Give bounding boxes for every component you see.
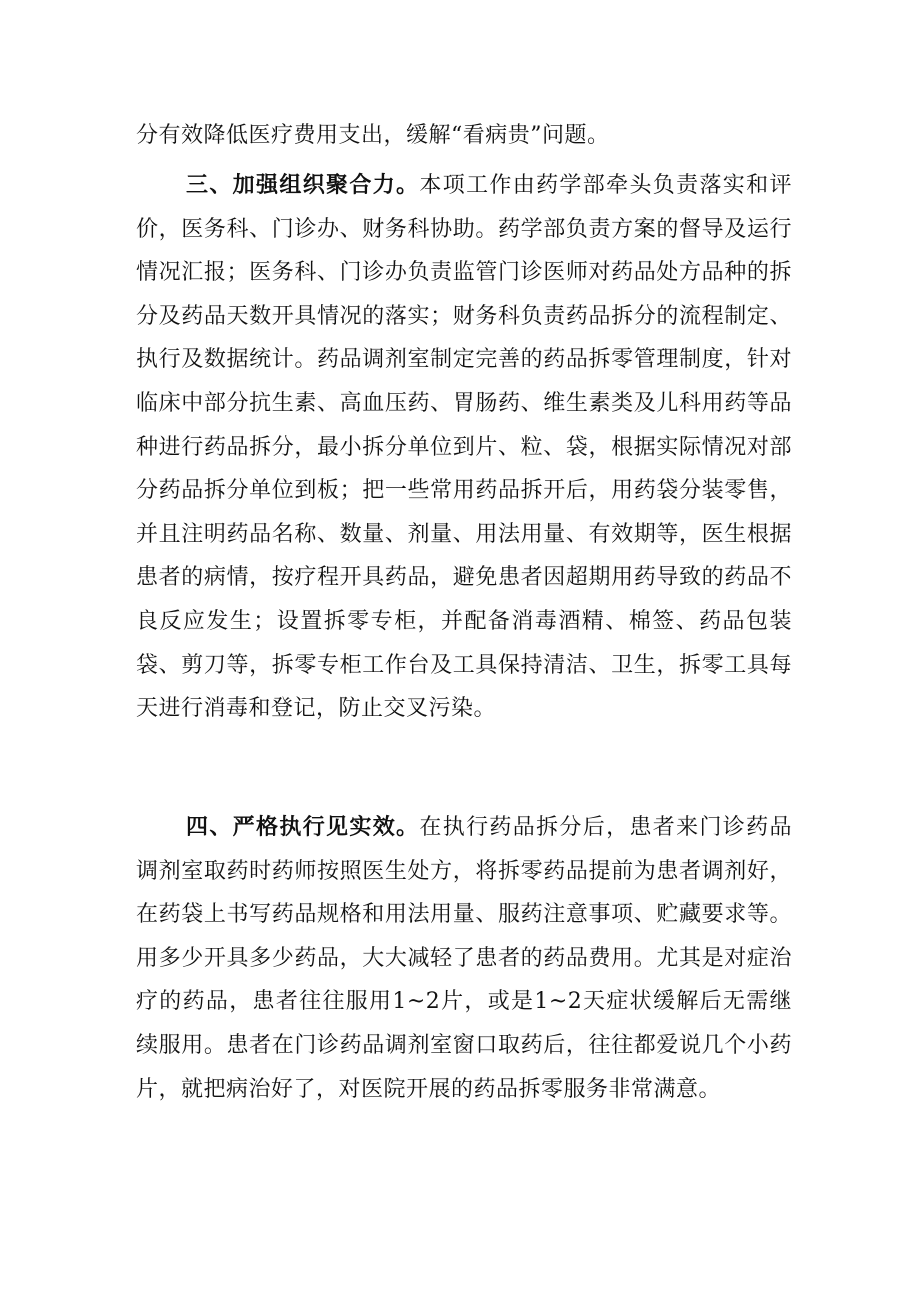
paragraph-section-three bbox=[136, 164, 792, 731]
paragraph-section-four bbox=[136, 806, 792, 1111]
paragraph-continuation bbox=[136, 114, 792, 158]
section-heading: 四、严格执行见实效。 bbox=[186, 815, 420, 840]
paragraph-body: 分有效降低医疗费用支出，缓解“看病贵”问题。 bbox=[136, 123, 610, 148]
section-heading: 三、加强组织聚合力。 bbox=[186, 173, 420, 198]
paragraph-body: 在执行药品拆分后，患者来门诊药品调剂室取药时药师按照医生处方，将拆零药品提前为患者调剂好，在药袋上书写药品规格和用法用量、服药注意事项、贮藏要求等。用多少开具多少药品，大大减轻了患者的药品费用。尤其是对症治疗的药品，患者往往服用1~2片，或是1~2天症状缓解后无需继续服用。患者在门诊药品调剂室窗口取药后，往往都爱说几个小药片，就把病治好了，对医院开展的药品拆零服务非常满意。 bbox=[136, 815, 792, 1102]
paragraph-body: 本项工作由药学部牵头负责落实和评价，医务科、门诊办、财务科协助。药学部负责方案的督导及运行情况汇报；医务科、门诊办负责监管门诊医师对药品处方品种的拆分及药品天数开具情况的落实；财务科负责药品拆分的流程制定、执行及数据统计。药品调剂室制定完善的药品拆零管理制度，针对临床中部分抗生素、高血压药、胃肠药、维生素类及儿科用药等品种进行药品拆分，最小拆分单位到片、粒、袋，根据实际情况对部分药品拆分单位到板；把一些常用药品拆开后，用药袋分装零售，并且注明药品名称、数量、剂量、用法用量、有效期等，医生根据患者的病情，按疗程开具药品，避免患者因超期用药导致的药品不良反应发生；设置拆零专柜，并配备消毒酒精、棉签、药品包装袋、剪刀等，拆零专柜工作台及工具保持清洁、卫生，拆零工具每天进行消毒和登记，防止交叉污染。 bbox=[136, 173, 792, 722]
